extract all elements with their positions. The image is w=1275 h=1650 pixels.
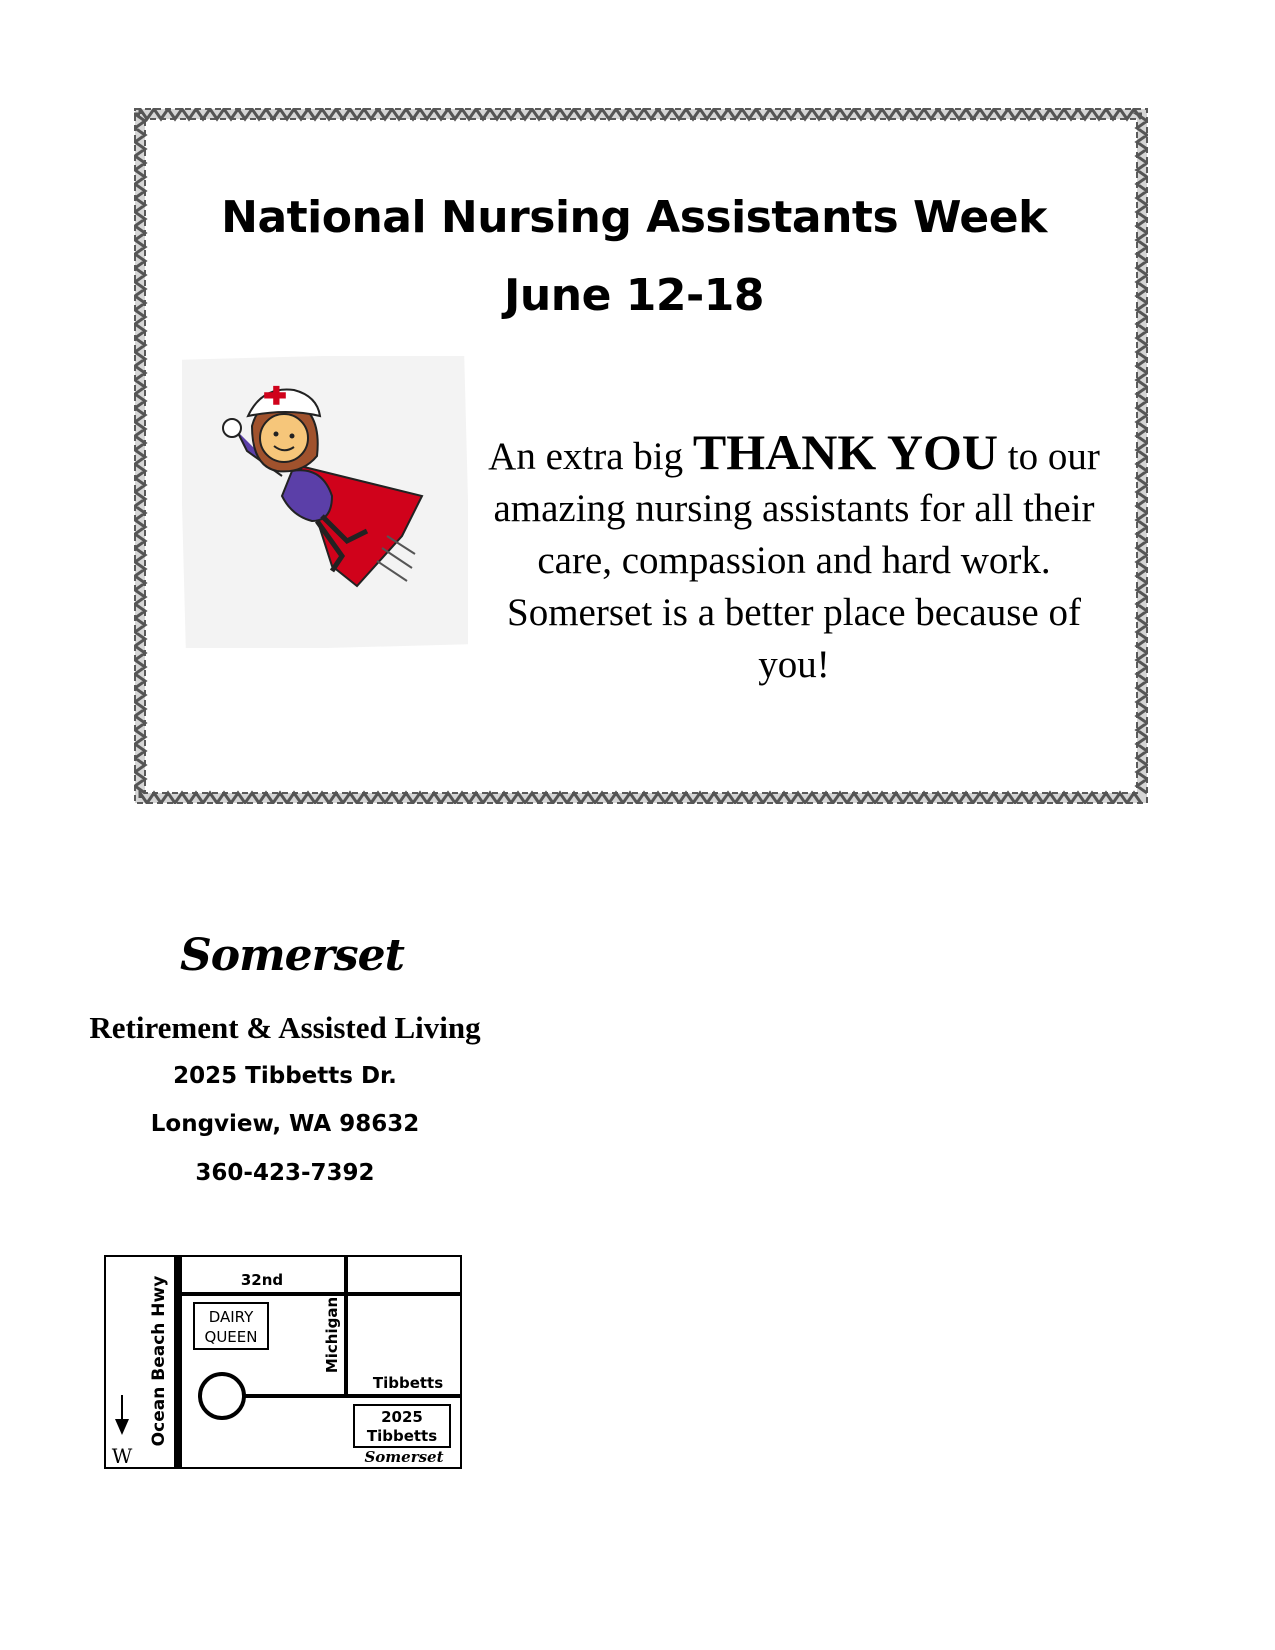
- map-ocean-beach-label: Ocean Beach Hwy: [149, 1275, 169, 1447]
- street-address: 2025 Tibbetts Dr.: [173, 1063, 397, 1089]
- event-dates: June 12-18: [504, 270, 764, 321]
- map-location-2: Tibbetts: [366, 1427, 438, 1445]
- org-subtitle: Retirement & Assisted Living: [89, 1010, 481, 1045]
- somerset-logo: [180, 930, 404, 990]
- map-location-1: 2025: [381, 1408, 423, 1426]
- map-michigan-label: Michigan: [323, 1296, 341, 1374]
- city-state-zip: Longview, WA 98632: [150, 1111, 420, 1137]
- map-brand: Somerset: [364, 1448, 444, 1466]
- map-tibbetts-label: Tibbetts: [372, 1374, 444, 1392]
- map-32nd-label: 32nd: [240, 1271, 284, 1289]
- message-body: to our amazing nursing assistants for all their care, compassion and hard work. Somerset is a better place because of you!: [493, 435, 1100, 686]
- map-west-label: W: [111, 1444, 133, 1468]
- message-lead: An extra big: [488, 435, 693, 478]
- thank-you-emphasis: THANK YOU: [692, 424, 998, 480]
- location-map: [104, 1255, 462, 1469]
- thank-you-message: [470, 426, 1118, 691]
- phone-number: 360-423-7392: [195, 1160, 375, 1186]
- headline: National Nursing Assistants Week: [221, 192, 1047, 243]
- brand-name: Somerset: [180, 930, 404, 981]
- flyer-card: [134, 108, 1148, 804]
- map-dairy-queen-2: QUEEN: [204, 1328, 258, 1346]
- superhero-nurse-image: [182, 356, 468, 648]
- map-dairy-queen-1: DAIRY: [208, 1308, 254, 1326]
